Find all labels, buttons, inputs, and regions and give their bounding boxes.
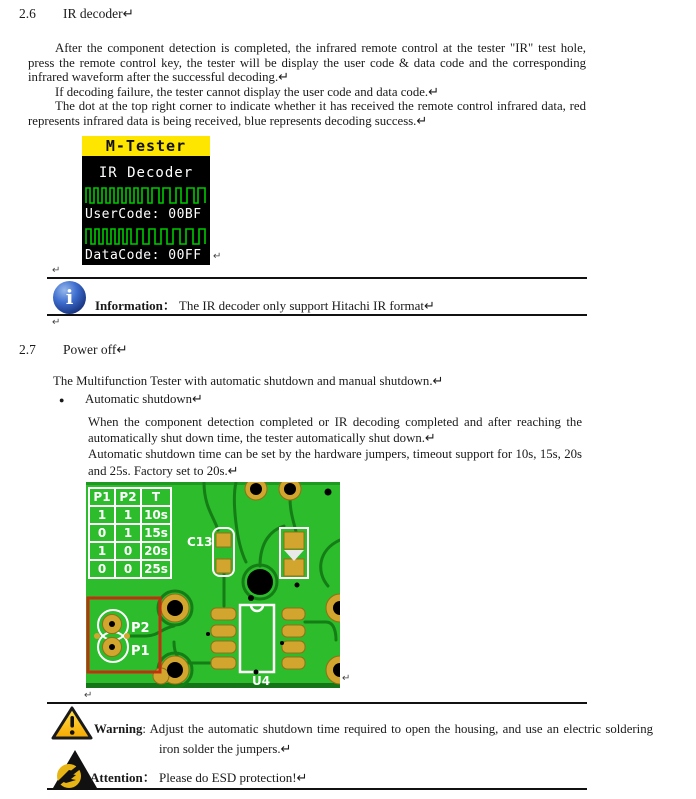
- jumper-table-cell: 1: [115, 506, 141, 524]
- bullet-item-label: Automatic shutdown↵: [85, 392, 203, 406]
- jumper-table-cell: 10s: [141, 506, 171, 524]
- table-row: [89, 524, 171, 542]
- jumper-table-cell: 0: [115, 542, 141, 560]
- jumper-table-cell: 0: [89, 560, 115, 578]
- ir-waveform-user: [85, 186, 207, 205]
- divider-line: [47, 277, 587, 279]
- paragraph: Automatic shutdown time can be set by the hardware jumpers, timeout support for 10s, 15s, 20s and 25s. Factory set to 20s.↵: [88, 447, 582, 478]
- section-2-6-heading: [0, 6, 696, 24]
- paragraph: After the component detection is completed, the infrared remote control at the tester "IR" test hole, press the remote control key, the tester will be display the user code & data code and the corresponding infrared waveform after the successful decoding.↵: [28, 41, 586, 84]
- divider-line: [47, 314, 587, 316]
- warning-note: [94, 720, 653, 759]
- section-title: IR decoder↵: [63, 6, 134, 21]
- divider-line: [47, 788, 587, 790]
- section-number: 2.7: [19, 342, 36, 357]
- ir-waveform-data: [85, 227, 207, 246]
- jumper-table-cell: 1: [115, 524, 141, 542]
- section-2-7-heading: [0, 342, 696, 360]
- paragraph: When the component detection completed or IR decoding completed and after reaching the automatically shut down time, the tester automatically shut down.↵: [88, 415, 582, 446]
- section-2-7-paragraphs: [88, 414, 582, 479]
- lcd-display-image: [82, 136, 210, 265]
- paragraph-mark: ↵: [52, 317, 61, 328]
- divider-line: [47, 702, 587, 704]
- jumper-table-cell: 1: [89, 506, 115, 524]
- information-label: Information：: [95, 298, 176, 313]
- jumper-table-cell: 0: [115, 560, 141, 578]
- jumper-table-cell: 20s: [141, 542, 171, 560]
- paragraph-mark: ↵: [52, 265, 61, 276]
- lcd-user-code: UserCode: 00BF: [85, 207, 202, 222]
- paragraph: The dot at the top right corner to indicate whether it has received the remote control infrared data, red represents infrared data is being received, blue represents decoding success.↵: [28, 99, 586, 128]
- information-text: The IR decoder only support Hitachi IR format↵: [175, 298, 435, 313]
- jumper-table-cell: 1: [89, 542, 115, 560]
- jumper-table-cell: 25s: [141, 560, 171, 578]
- jumper-table-header: P2: [115, 488, 141, 506]
- paragraph-mark: ↵: [213, 251, 222, 262]
- section-2-7-intro: The Multifunction Tester with automatic shutdown and manual shutdown.↵: [53, 374, 444, 388]
- attention-text: Please do ESD protection!↵: [155, 770, 308, 785]
- section-number: 2.6: [19, 6, 36, 21]
- lcd-screen: [82, 156, 210, 265]
- pcb-image: [86, 482, 340, 688]
- table-row: [89, 542, 171, 560]
- pcb-label-u4: U4: [252, 674, 271, 688]
- warning-icon: [51, 705, 93, 741]
- lcd-title: IR Decoder: [98, 165, 194, 181]
- section-2-6-paragraphs: [28, 41, 586, 128]
- pcb-label-p2: P2: [131, 621, 150, 636]
- attention-note: [90, 767, 307, 786]
- information-icon: i: [53, 281, 86, 314]
- attention-label: Attention：: [90, 770, 156, 785]
- paragraph-mark: ↵: [342, 673, 351, 684]
- information-note: [95, 295, 435, 314]
- jumper-table-header: T: [141, 488, 171, 506]
- paragraph: If decoding failure, the tester cannot display the user code and data code.↵: [55, 84, 439, 99]
- table-row: [89, 560, 171, 578]
- lcd-header: M-Tester: [82, 136, 210, 156]
- jumper-table-cell: 0: [89, 524, 115, 542]
- pcb-label-p1: P1: [131, 644, 150, 659]
- jumper-timing-table: [88, 487, 172, 579]
- table-row: [89, 506, 171, 524]
- jumper-table-header: P1: [89, 488, 115, 506]
- section-title: Power off↵: [63, 342, 128, 357]
- warning-label: Warning: [94, 722, 143, 736]
- lcd-data-code: DataCode: 00FF: [85, 248, 202, 263]
- jumper-table-cell: 15s: [141, 524, 171, 542]
- warning-text: : Adjust the automatic shutdown time required to open the housing, and use an electric soldering iron solder the jumpers.↵: [142, 722, 653, 756]
- bullet-icon: ●: [59, 395, 65, 405]
- pcb-label-c13: C13: [187, 535, 213, 549]
- paragraph-mark: ↵: [84, 690, 93, 701]
